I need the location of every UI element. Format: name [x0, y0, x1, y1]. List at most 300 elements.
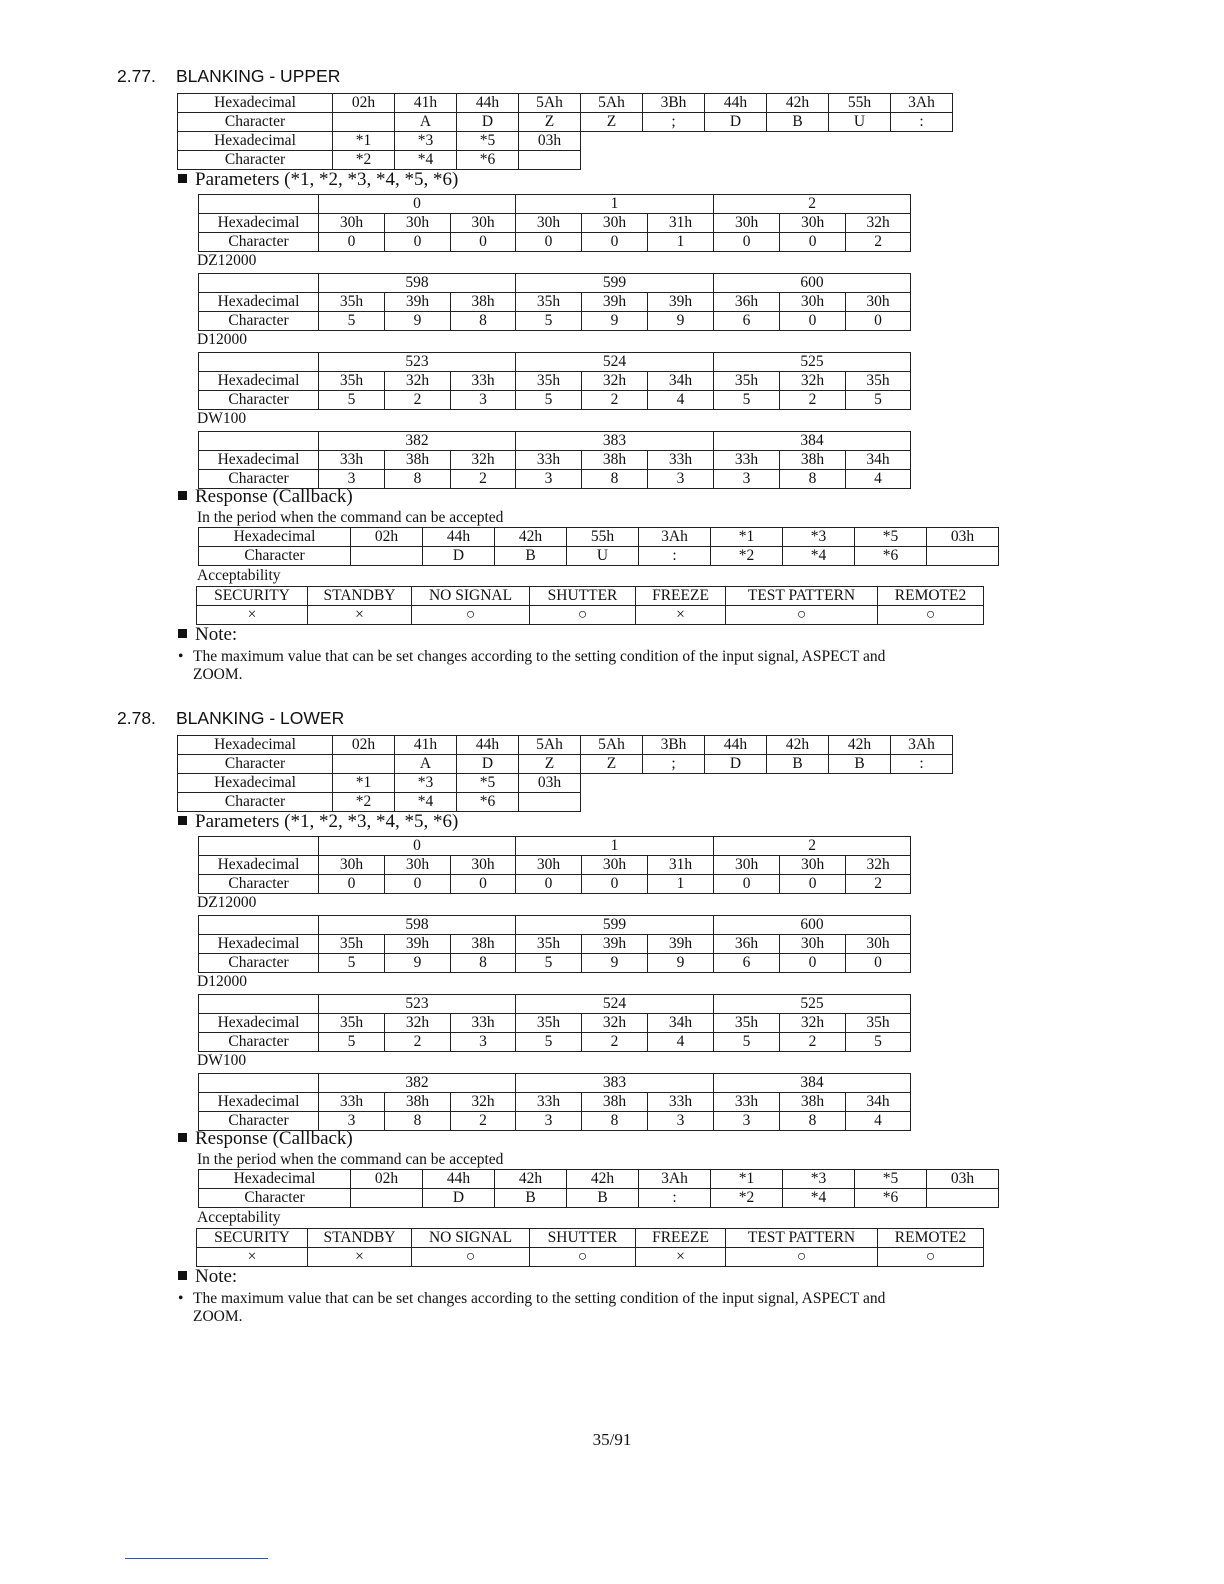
command-cell: [519, 793, 581, 812]
command-row: [178, 793, 953, 812]
command-cell: *2: [333, 793, 395, 812]
parameter-char-cell: 8: [385, 1112, 451, 1131]
parameter-char-cell: 0: [319, 233, 385, 252]
parameter-value: 599: [516, 274, 714, 293]
parameter-char-cell: 5: [319, 391, 385, 410]
response-cell: [927, 547, 999, 566]
command-cell: *2: [333, 151, 395, 170]
command-table: [177, 93, 953, 170]
response-cell: B: [495, 1189, 567, 1208]
footer-rule: [125, 1558, 268, 1559]
response-cell: D: [423, 547, 495, 566]
acceptability-state: FREEZE: [636, 587, 726, 606]
response-cell: *5: [855, 1170, 927, 1189]
acceptability-mark: ○: [878, 606, 984, 625]
parameter-value: 600: [714, 274, 911, 293]
parameter-char-row: [199, 312, 911, 331]
response-cell: [351, 547, 423, 566]
parameter-char-cell: 8: [582, 470, 648, 489]
note-heading: [178, 625, 237, 645]
parameter-hex-cell: 38h: [451, 935, 516, 954]
parameter-hex-cell: 32h: [385, 372, 451, 391]
note-heading-text: Note:: [195, 624, 238, 645]
parameter-value: 1: [516, 195, 714, 214]
parameter-table: [198, 352, 911, 410]
model-label: DZ12000: [197, 252, 257, 269]
bullet-square-icon: [178, 491, 187, 500]
parameter-char-cell: 1: [648, 233, 714, 252]
parameter-char-cell: 5: [516, 954, 582, 973]
command-cell: 3Bh: [643, 736, 705, 755]
command-cell: D: [705, 113, 767, 132]
parameter-hex-cell: 39h: [582, 293, 648, 312]
parameter-char-cell: 0: [516, 875, 582, 894]
parameter-hex-cell: 32h: [780, 372, 846, 391]
bullet-square-icon: [178, 174, 187, 183]
command-cell: 3Ah: [891, 736, 953, 755]
acceptability-state: STANDBY: [308, 1229, 412, 1248]
command-cell: Character: [178, 755, 333, 774]
acceptability-label: Acceptability: [197, 1209, 281, 1226]
acceptability-row: [197, 606, 984, 625]
parameter-char-cell: 2: [385, 391, 451, 410]
row-label: Hexadecimal: [199, 1014, 319, 1033]
parameter-char-cell: 3: [648, 470, 714, 489]
parameter-table: [198, 273, 911, 331]
parameter-value: 598: [319, 274, 516, 293]
model-label: DZ12000: [197, 894, 257, 911]
response-subtitle: In the period when the command can be accepted: [197, 1151, 504, 1168]
parameter-char-cell: 3: [516, 470, 582, 489]
command-row: [178, 755, 953, 774]
parameter-char-cell: 0: [714, 875, 780, 894]
parameter-value: 600: [714, 916, 911, 935]
command-cell: 42h: [767, 736, 829, 755]
response-cell: 03h: [927, 1170, 999, 1189]
parameter-char-row: [199, 875, 911, 894]
acceptability-label: Acceptability: [197, 567, 281, 584]
parameter-char-cell: 3: [451, 391, 516, 410]
acceptability-mark: ○: [530, 606, 636, 625]
parameter-char-cell: 0: [780, 233, 846, 252]
parameter-hex-cell: 35h: [516, 1014, 582, 1033]
command-cell: 42h: [829, 736, 891, 755]
acceptability-row: [197, 1229, 984, 1248]
command-table: [177, 735, 953, 812]
row-label: Character: [199, 1033, 319, 1052]
command-cell: *3: [395, 774, 457, 793]
parameter-hex-cell: 30h: [385, 214, 451, 233]
parameter-hex-cell: 33h: [319, 1093, 385, 1112]
section-title: BLANKING - UPPER: [176, 66, 341, 86]
response-cell: *4: [783, 1189, 855, 1208]
command-cell: B: [829, 755, 891, 774]
parameter-hex-cell: 33h: [648, 1093, 714, 1112]
parameter-hex-cell: 39h: [648, 935, 714, 954]
parameter-char-row: [199, 391, 911, 410]
parameter-value: 598: [319, 916, 516, 935]
parameter-hex-cell: 32h: [846, 856, 911, 875]
parameter-char-cell: 5: [846, 1033, 911, 1052]
parameter-hex-row: [199, 451, 911, 470]
row-label: Character: [199, 312, 319, 331]
note-bullet: •: [178, 648, 184, 665]
row-label: Hexadecimal: [199, 214, 319, 233]
parameter-char-cell: 2: [846, 875, 911, 894]
parameter-hex-cell: 39h: [582, 935, 648, 954]
command-cell: *5: [457, 774, 519, 793]
command-cell: ;: [643, 113, 705, 132]
command-cell: 03h: [519, 132, 581, 151]
section-title: BLANKING - LOWER: [176, 708, 345, 728]
command-cell: 5Ah: [519, 736, 581, 755]
acceptability-state: SHUTTER: [530, 1229, 636, 1248]
parameter-char-cell: 1: [648, 875, 714, 894]
parameter-hex-cell: 36h: [714, 293, 780, 312]
parameter-value-row: [199, 916, 911, 935]
command-row: [178, 151, 953, 170]
parameter-char-cell: 0: [780, 954, 846, 973]
parameter-hex-cell: 32h: [846, 214, 911, 233]
row-label: Hexadecimal: [199, 372, 319, 391]
command-cell: 44h: [457, 736, 519, 755]
acceptability-state: NO SIGNAL: [412, 587, 530, 606]
parameter-char-row: [199, 1033, 911, 1052]
parameter-hex-cell: 35h: [846, 372, 911, 391]
parameter-hex-cell: 30h: [846, 293, 911, 312]
row-label: Character: [199, 1112, 319, 1131]
acceptability-state: TEST PATTERN: [726, 1229, 878, 1248]
parameter-char-cell: 6: [714, 312, 780, 331]
parameter-hex-cell: 30h: [780, 935, 846, 954]
bullet-square-icon: [178, 629, 187, 638]
command-cell: Character: [178, 793, 333, 812]
parameter-table: [198, 994, 911, 1052]
command-cell: A: [395, 755, 457, 774]
response-cell: :: [639, 547, 711, 566]
parameter-char-cell: 4: [846, 470, 911, 489]
command-row: [178, 94, 953, 113]
parameter-value: 599: [516, 916, 714, 935]
acceptability-state: REMOTE2: [878, 587, 984, 606]
command-cell: 5Ah: [581, 94, 643, 113]
parameter-char-cell: 2: [582, 1033, 648, 1052]
parameter-hex-cell: 34h: [846, 451, 911, 470]
parameter-value-row: [199, 353, 911, 372]
parameter-hex-cell: 35h: [319, 1014, 385, 1033]
command-cell: *6: [457, 793, 519, 812]
parameter-hex-cell: 34h: [846, 1093, 911, 1112]
parameters-heading-text: Parameters (*1, *2, *3, *4, *5, *6): [195, 811, 459, 832]
command-cell: 03h: [519, 774, 581, 793]
parameter-hex-row: [199, 1014, 911, 1033]
response-cell: U: [567, 547, 639, 566]
bullet-square-icon: [178, 1133, 187, 1142]
parameter-char-cell: 6: [714, 954, 780, 973]
row-label: Character: [199, 391, 319, 410]
parameter-hex-cell: 32h: [451, 1093, 516, 1112]
parameter-char-cell: 0: [516, 233, 582, 252]
command-cell: Character: [178, 151, 333, 170]
parameter-value: 523: [319, 353, 516, 372]
parameter-char-cell: 3: [648, 1112, 714, 1131]
acceptability-state: SECURITY: [197, 1229, 308, 1248]
parameter-char-cell: 9: [385, 954, 451, 973]
acceptability-mark: ×: [636, 606, 726, 625]
parameter-value: 382: [319, 1074, 516, 1093]
parameter-corner-cell: [199, 837, 319, 856]
parameter-char-cell: 2: [451, 1112, 516, 1131]
command-cell: *5: [457, 132, 519, 151]
parameter-char-cell: 8: [385, 470, 451, 489]
acceptability-mark: ○: [412, 1248, 530, 1267]
command-cell: 3Bh: [643, 94, 705, 113]
parameter-hex-cell: 38h: [780, 1093, 846, 1112]
response-cell: 3Ah: [639, 1170, 711, 1189]
parameter-hex-cell: 30h: [714, 856, 780, 875]
parameter-hex-cell: 35h: [516, 293, 582, 312]
response-cell: *1: [711, 528, 783, 547]
parameter-hex-cell: 30h: [780, 856, 846, 875]
parameter-char-cell: 2: [582, 391, 648, 410]
parameter-char-cell: 9: [648, 954, 714, 973]
acceptability-mark: ×: [308, 1248, 412, 1267]
acceptability-state: TEST PATTERN: [726, 587, 878, 606]
command-cell: D: [705, 755, 767, 774]
parameter-char-cell: 0: [319, 875, 385, 894]
acceptability-state: SECURITY: [197, 587, 308, 606]
parameter-char-cell: 8: [582, 1112, 648, 1131]
parameter-char-cell: 9: [582, 312, 648, 331]
response-row: [199, 1170, 999, 1189]
parameter-char-cell: 5: [516, 312, 582, 331]
parameter-hex-cell: 30h: [582, 856, 648, 875]
parameter-hex-cell: 35h: [319, 293, 385, 312]
parameter-hex-cell: 33h: [319, 451, 385, 470]
parameter-char-cell: 8: [451, 954, 516, 973]
note-body: [178, 1290, 1088, 1326]
acceptability-row: [197, 1248, 984, 1267]
command-cell: [333, 755, 395, 774]
response-table: [198, 527, 999, 566]
acceptability-mark: ○: [412, 606, 530, 625]
parameter-char-cell: 5: [319, 954, 385, 973]
row-label: Character: [199, 875, 319, 894]
parameter-char-cell: 0: [582, 233, 648, 252]
command-cell: :: [891, 113, 953, 132]
response-cell: *6: [855, 1189, 927, 1208]
command-row: [178, 132, 953, 151]
parameter-hex-cell: 39h: [648, 293, 714, 312]
row-label: Character: [199, 233, 319, 252]
parameter-table: [198, 836, 911, 894]
parameter-corner-cell: [199, 274, 319, 293]
command-cell: 41h: [395, 736, 457, 755]
row-label: Hexadecimal: [199, 935, 319, 954]
parameter-value: 383: [516, 1074, 714, 1093]
parameter-hex-cell: 36h: [714, 935, 780, 954]
response-row: [199, 528, 999, 547]
parameter-hex-cell: 30h: [516, 214, 582, 233]
parameter-char-cell: 5: [516, 391, 582, 410]
parameter-hex-cell: 32h: [451, 451, 516, 470]
parameter-hex-cell: 39h: [385, 935, 451, 954]
acceptability-mark: ○: [878, 1248, 984, 1267]
parameter-char-cell: 2: [846, 233, 911, 252]
parameter-value: 0: [319, 195, 516, 214]
command-cell: Z: [519, 113, 581, 132]
parameter-char-cell: 8: [451, 312, 516, 331]
parameter-hex-cell: 38h: [582, 451, 648, 470]
row-label: Hexadecimal: [199, 856, 319, 875]
parameter-char-row: [199, 233, 911, 252]
command-cell: 02h: [333, 736, 395, 755]
command-cell: Z: [519, 755, 581, 774]
note-heading: [178, 1267, 237, 1287]
parameter-hex-cell: 30h: [319, 214, 385, 233]
command-cell: 5Ah: [519, 94, 581, 113]
parameter-value: 524: [516, 995, 714, 1014]
command-cell: *3: [395, 132, 457, 151]
note-heading-text: Note:: [195, 1266, 238, 1287]
command-cell: A: [395, 113, 457, 132]
parameter-char-cell: 0: [714, 233, 780, 252]
command-cell: Hexadecimal: [178, 132, 333, 151]
parameter-hex-cell: 33h: [714, 451, 780, 470]
parameter-corner-cell: [199, 432, 319, 451]
parameter-hex-cell: 32h: [780, 1014, 846, 1033]
response-cell: *3: [783, 528, 855, 547]
parameter-hex-cell: 32h: [385, 1014, 451, 1033]
parameter-char-cell: 3: [319, 470, 385, 489]
command-cell: Z: [581, 755, 643, 774]
parameter-char-cell: 0: [451, 875, 516, 894]
parameter-char-cell: 3: [516, 1112, 582, 1131]
response-cell: B: [495, 547, 567, 566]
acceptability-mark: ○: [726, 606, 878, 625]
response-cell: *1: [711, 1170, 783, 1189]
parameter-hex-cell: 38h: [385, 451, 451, 470]
acceptability-state: SHUTTER: [530, 587, 636, 606]
parameter-hex-cell: 30h: [451, 214, 516, 233]
response-cell: 42h: [567, 1170, 639, 1189]
command-cell: U: [829, 113, 891, 132]
parameter-char-cell: 3: [451, 1033, 516, 1052]
response-subtitle: In the period when the command can be accepted: [197, 509, 504, 526]
command-cell: 02h: [333, 94, 395, 113]
parameter-value: 524: [516, 353, 714, 372]
command-cell: Hexadecimal: [178, 774, 333, 793]
command-cell: D: [457, 113, 519, 132]
command-cell: *1: [333, 774, 395, 793]
command-cell: *6: [457, 151, 519, 170]
parameter-value-row: [199, 837, 911, 856]
parameter-hex-cell: 30h: [780, 214, 846, 233]
parameter-hex-cell: 33h: [451, 372, 516, 391]
parameter-hex-cell: 33h: [516, 451, 582, 470]
parameter-char-cell: 0: [582, 875, 648, 894]
model-label: DW100: [197, 1052, 247, 1069]
response-cell: D: [423, 1189, 495, 1208]
response-cell: [351, 1189, 423, 1208]
parameter-char-cell: 9: [582, 954, 648, 973]
parameter-table: [198, 194, 911, 252]
parameter-value-row: [199, 195, 911, 214]
parameter-value: 384: [714, 432, 911, 451]
parameter-value-row: [199, 995, 911, 1014]
parameter-hex-cell: 35h: [319, 935, 385, 954]
parameters-heading: [178, 812, 458, 832]
parameter-hex-cell: 33h: [451, 1014, 516, 1033]
acceptability-state: STANDBY: [308, 587, 412, 606]
parameter-value: 523: [319, 995, 516, 1014]
response-cell: 42h: [495, 1170, 567, 1189]
row-label: Hexadecimal: [199, 451, 319, 470]
parameter-hex-cell: 33h: [648, 451, 714, 470]
parameter-char-cell: 3: [319, 1112, 385, 1131]
response-cell: Hexadecimal: [199, 1170, 351, 1189]
note-line-2: ZOOM.: [193, 1308, 243, 1325]
parameter-hex-cell: 31h: [648, 214, 714, 233]
command-cell: *4: [395, 151, 457, 170]
parameter-value: 382: [319, 432, 516, 451]
command-cell: Z: [581, 113, 643, 132]
parameter-hex-row: [199, 935, 911, 954]
bullet-square-icon: [178, 816, 187, 825]
response-cell: 55h: [567, 528, 639, 547]
response-cell: *6: [855, 547, 927, 566]
parameter-char-cell: 5: [714, 1033, 780, 1052]
acceptability-mark: ○: [726, 1248, 878, 1267]
command-cell: [519, 151, 581, 170]
command-cell: 42h: [767, 94, 829, 113]
parameter-char-cell: 5: [319, 1033, 385, 1052]
command-cell: 5Ah: [581, 736, 643, 755]
parameter-char-cell: 0: [846, 312, 911, 331]
parameter-hex-row: [199, 1093, 911, 1112]
parameter-value-row: [199, 432, 911, 451]
parameter-table: [198, 431, 911, 489]
parameter-hex-cell: 30h: [319, 856, 385, 875]
command-cell: 3Ah: [891, 94, 953, 113]
parameter-hex-cell: 30h: [451, 856, 516, 875]
parameter-hex-row: [199, 293, 911, 312]
note-line-1: The maximum value that can be set changes according to the setting condition of the input signal, ASPECT and: [193, 648, 886, 665]
parameter-char-cell: 0: [780, 312, 846, 331]
model-label: D12000: [197, 331, 247, 348]
command-cell: Character: [178, 113, 333, 132]
row-label: Character: [199, 954, 319, 973]
acceptability-mark: ×: [197, 1248, 308, 1267]
response-heading: [178, 1129, 353, 1149]
command-cell: 44h: [705, 736, 767, 755]
response-cell: 02h: [351, 528, 423, 547]
parameter-value: 1: [516, 837, 714, 856]
parameter-value: 384: [714, 1074, 911, 1093]
parameter-char-cell: 0: [846, 954, 911, 973]
parameter-value-row: [199, 1074, 911, 1093]
parameter-hex-cell: 35h: [846, 1014, 911, 1033]
acceptability-state: FREEZE: [636, 1229, 726, 1248]
parameter-char-cell: 0: [451, 233, 516, 252]
parameters-heading-text: Parameters (*1, *2, *3, *4, *5, *6): [195, 169, 459, 190]
response-row: [199, 547, 999, 566]
section-heading: [117, 66, 340, 87]
acceptability-mark: ×: [197, 606, 308, 625]
response-cell: *2: [711, 547, 783, 566]
command-cell: 41h: [395, 94, 457, 113]
response-row: [199, 1189, 999, 1208]
